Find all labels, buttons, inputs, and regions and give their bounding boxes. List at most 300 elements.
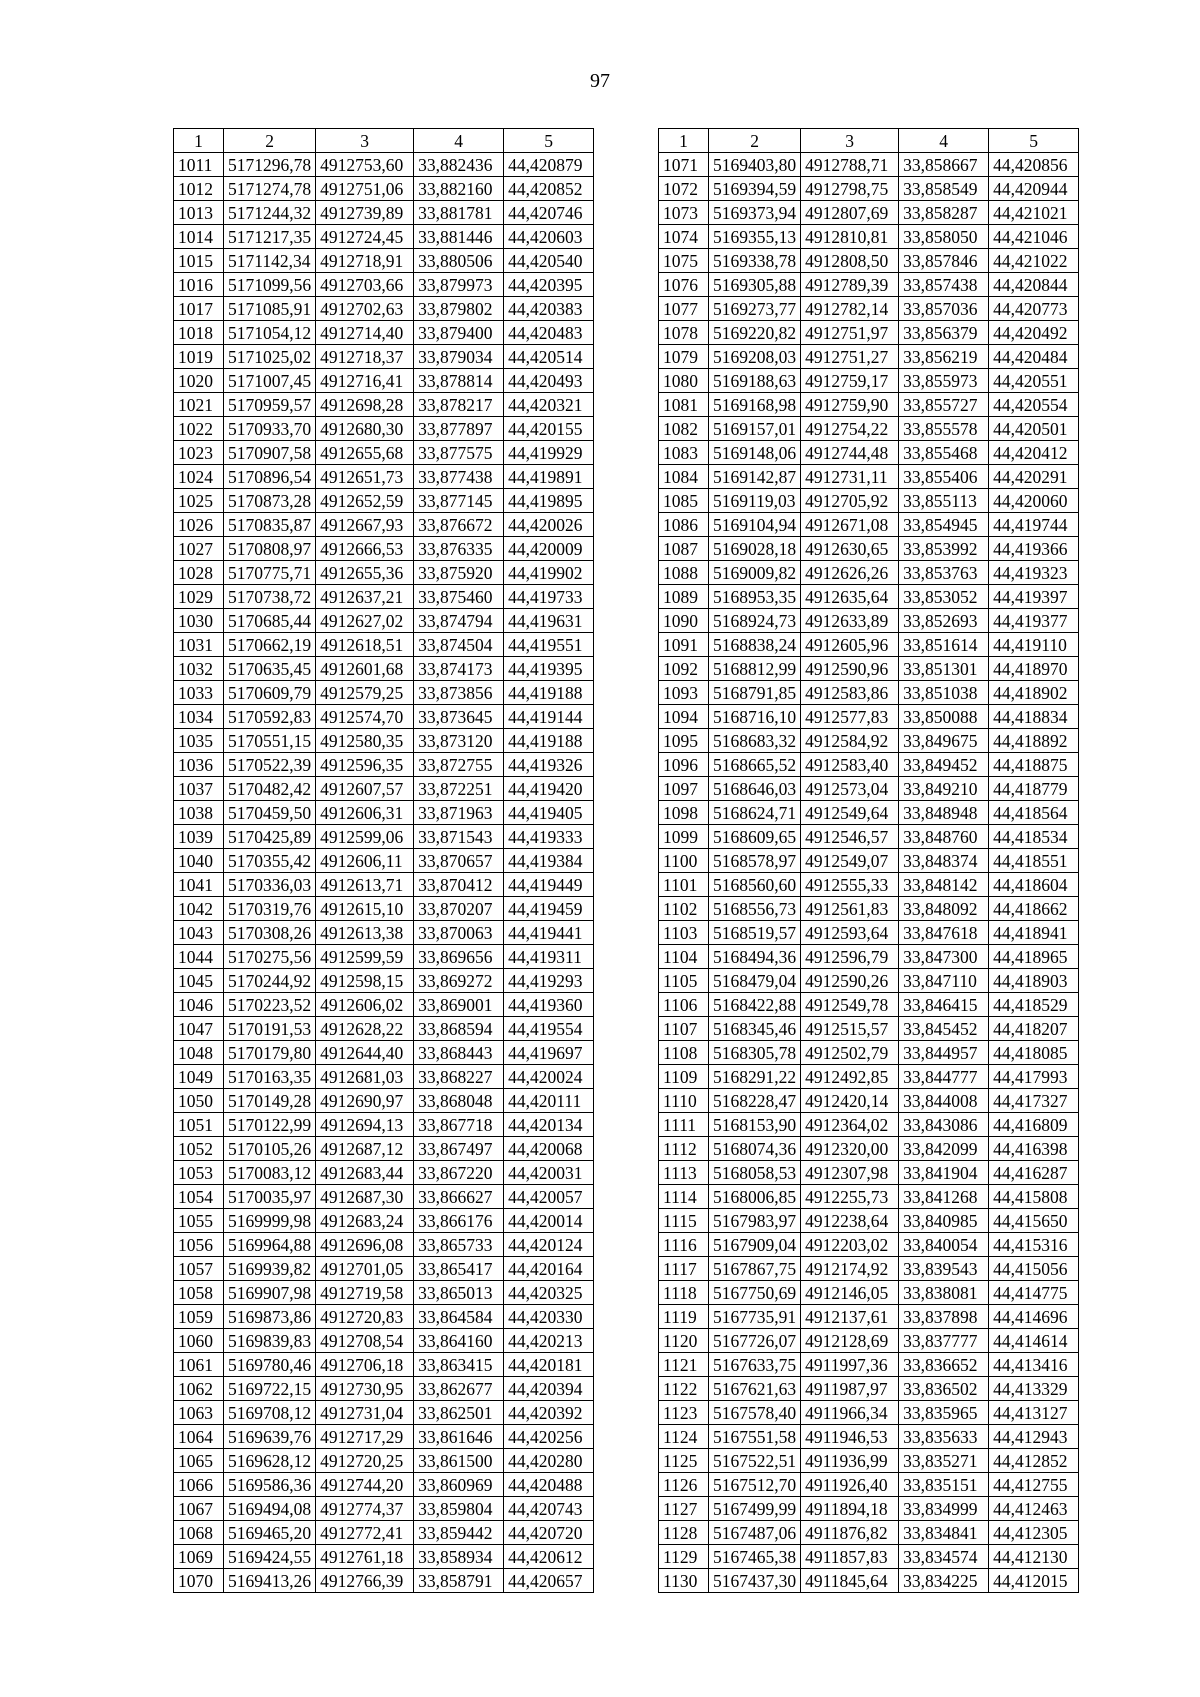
table-row	[659, 1425, 1079, 1449]
table-cell: 33,837898	[899, 1305, 989, 1329]
table-cell: 44,420024	[504, 1065, 594, 1089]
table-cell: 33,865733	[414, 1233, 504, 1257]
table-cell: 4912687,12	[316, 1137, 414, 1161]
table-cell: 1031	[174, 633, 224, 657]
table-cell: 4912590,96	[801, 657, 899, 681]
table-cell: 5168422,88	[709, 993, 801, 1017]
table-cell: 4912573,04	[801, 777, 899, 801]
table-cell: 33,848760	[899, 825, 989, 849]
table-cell: 44,418534	[989, 825, 1079, 849]
table-cell: 33,872251	[414, 777, 504, 801]
table-cell: 1095	[659, 729, 709, 753]
table-cell: 33,845452	[899, 1017, 989, 1041]
table-cell: 4912724,45	[316, 225, 414, 249]
table-cell: 4912744,48	[801, 441, 899, 465]
table-cell: 5168519,57	[709, 921, 801, 945]
table-cell: 1025	[174, 489, 224, 513]
table-cell: 4912798,75	[801, 177, 899, 201]
table-cell: 44,420603	[504, 225, 594, 249]
table-cell: 44,420540	[504, 249, 594, 273]
table-cell: 5170275,56	[224, 945, 316, 969]
table-cell: 1104	[659, 945, 709, 969]
table-cell: 44,420492	[989, 321, 1079, 345]
table-row	[659, 585, 1079, 609]
table-cell: 33,866176	[414, 1209, 504, 1233]
table-cell: 44,421022	[989, 249, 1079, 273]
table-cell: 4912671,08	[801, 513, 899, 537]
table-cell: 5169494,08	[224, 1497, 316, 1521]
table-cell: 44,420213	[504, 1329, 594, 1353]
table-row	[174, 1281, 594, 1305]
table-cell: 44,420856	[989, 153, 1079, 177]
table-cell: 33,870657	[414, 849, 504, 873]
column-header: 4	[414, 129, 504, 153]
table-cell: 33,839543	[899, 1257, 989, 1281]
table-cell: 33,876335	[414, 537, 504, 561]
table-cell: 44,419397	[989, 585, 1079, 609]
table-row	[659, 537, 1079, 561]
table-cell: 44,421046	[989, 225, 1079, 249]
table-cell: 33,858050	[899, 225, 989, 249]
table-row	[174, 1473, 594, 1497]
table-cell: 44,419405	[504, 801, 594, 825]
table-cell: 44,421021	[989, 201, 1079, 225]
table-cell: 44,412943	[989, 1425, 1079, 1449]
table-row	[659, 1233, 1079, 1257]
table-cell: 44,419326	[504, 753, 594, 777]
table-cell: 33,877575	[414, 441, 504, 465]
table-cell: 44,412852	[989, 1449, 1079, 1473]
table-cell: 1121	[659, 1353, 709, 1377]
header-row	[659, 129, 1079, 153]
table-cell: 33,846415	[899, 993, 989, 1017]
table-cell: 44,419377	[989, 609, 1079, 633]
page-number: 97	[590, 70, 610, 92]
table-cell: 4911946,53	[801, 1425, 899, 1449]
table-cell: 5168609,65	[709, 825, 801, 849]
table-cell: 1084	[659, 465, 709, 489]
header-row	[174, 129, 594, 153]
table-cell: 33,851038	[899, 681, 989, 705]
table-cell: 1061	[174, 1353, 224, 1377]
table-cell: 33,853052	[899, 585, 989, 609]
table-cell: 33,864584	[414, 1305, 504, 1329]
table-cell: 5169338,78	[709, 249, 801, 273]
table-cell: 4912706,18	[316, 1353, 414, 1377]
table-cell: 5168578,97	[709, 849, 801, 873]
table-cell: 33,849452	[899, 753, 989, 777]
table-cell: 33,879802	[414, 297, 504, 321]
table-cell: 44,419697	[504, 1041, 594, 1065]
table-cell: 4912502,79	[801, 1041, 899, 1065]
table-cell: 44,419733	[504, 585, 594, 609]
table-row	[659, 1281, 1079, 1305]
table-cell: 5168665,52	[709, 753, 801, 777]
table-cell: 44,420746	[504, 201, 594, 225]
table-cell: 1075	[659, 249, 709, 273]
table-cell: 33,867718	[414, 1113, 504, 1137]
table-cell: 1089	[659, 585, 709, 609]
table-row	[659, 777, 1079, 801]
table-row	[659, 225, 1079, 249]
table-cell: 44,418207	[989, 1017, 1079, 1041]
table-cell: 1096	[659, 753, 709, 777]
table-cell: 44,420501	[989, 417, 1079, 441]
table-cell: 1098	[659, 801, 709, 825]
table-cell: 5170896,54	[224, 465, 316, 489]
table-cell: 44,419188	[504, 729, 594, 753]
table-cell: 33,856379	[899, 321, 989, 345]
table-cell: 5167735,91	[709, 1305, 801, 1329]
table-cell: 1056	[174, 1233, 224, 1257]
table-row	[174, 825, 594, 849]
table-cell: 4912320,00	[801, 1137, 899, 1161]
table-cell: 4912702,63	[316, 297, 414, 321]
table-row	[659, 897, 1079, 921]
table-cell: 1119	[659, 1305, 709, 1329]
column-header: 2	[224, 129, 316, 153]
table-cell: 4912128,69	[801, 1329, 899, 1353]
table-cell: 33,861646	[414, 1425, 504, 1449]
table-cell: 1128	[659, 1521, 709, 1545]
table-row	[174, 897, 594, 921]
table-row	[174, 417, 594, 441]
table-row	[659, 849, 1079, 873]
table-cell: 33,875920	[414, 561, 504, 585]
table-cell: 33,873645	[414, 705, 504, 729]
table-cell: 5169586,36	[224, 1473, 316, 1497]
table-cell: 33,877897	[414, 417, 504, 441]
table-row	[174, 873, 594, 897]
table-cell: 44,420484	[989, 345, 1079, 369]
table-cell: 33,844008	[899, 1089, 989, 1113]
table-row	[174, 249, 594, 273]
table-cell: 4911966,34	[801, 1401, 899, 1425]
table-cell: 1113	[659, 1161, 709, 1185]
column-header: 1	[174, 129, 224, 153]
table-cell: 5170163,35	[224, 1065, 316, 1089]
table-cell: 44,419891	[504, 465, 594, 489]
table-cell: 5170105,26	[224, 1137, 316, 1161]
table-cell: 44,420009	[504, 537, 594, 561]
table-cell: 33,870412	[414, 873, 504, 897]
table-cell: 44,420164	[504, 1257, 594, 1281]
table-cell: 33,850088	[899, 705, 989, 729]
table-cell: 44,418970	[989, 657, 1079, 681]
table-cell: 33,848374	[899, 849, 989, 873]
table-cell: 4912739,89	[316, 201, 414, 225]
table-cell: 4912605,96	[801, 633, 899, 657]
table-cell: 1018	[174, 321, 224, 345]
table-cell: 1015	[174, 249, 224, 273]
table-cell: 33,834225	[899, 1569, 989, 1593]
table-cell: 4912546,57	[801, 825, 899, 849]
table-cell: 5167578,40	[709, 1401, 801, 1425]
table-row	[174, 1353, 594, 1377]
table-cell: 4912772,41	[316, 1521, 414, 1545]
table-cell: 4911845,64	[801, 1569, 899, 1593]
table-cell: 5170635,45	[224, 657, 316, 681]
table-cell: 1064	[174, 1425, 224, 1449]
table-cell: 1078	[659, 321, 709, 345]
table-row	[174, 1233, 594, 1257]
table-cell: 44,418941	[989, 921, 1079, 945]
table-row	[659, 1473, 1079, 1497]
table-cell: 4912307,98	[801, 1161, 899, 1185]
table-cell: 44,420392	[504, 1401, 594, 1425]
table-cell: 4912606,02	[316, 993, 414, 1017]
table-cell: 4912751,06	[316, 177, 414, 201]
table-cell: 1086	[659, 513, 709, 537]
table-cell: 33,849675	[899, 729, 989, 753]
table-cell: 5169119,03	[709, 489, 801, 513]
table-cell: 33,852693	[899, 609, 989, 633]
table-cell: 4912515,57	[801, 1017, 899, 1041]
table-cell: 33,868227	[414, 1065, 504, 1089]
table-cell: 5168058,53	[709, 1161, 801, 1185]
table-cell: 5168153,90	[709, 1113, 801, 1137]
table-cell: 33,858667	[899, 153, 989, 177]
table-cell: 1105	[659, 969, 709, 993]
table-cell: 1012	[174, 177, 224, 201]
table-row	[174, 393, 594, 417]
table-cell: 5170482,42	[224, 777, 316, 801]
table-cell: 33,878217	[414, 393, 504, 417]
table-cell: 44,420412	[989, 441, 1079, 465]
table-row	[659, 1305, 1079, 1329]
table-cell: 1027	[174, 537, 224, 561]
table-row	[659, 1353, 1079, 1377]
table-row	[174, 1329, 594, 1353]
table-cell: 5168953,35	[709, 585, 801, 609]
table-cell: 4912687,30	[316, 1185, 414, 1209]
table-row	[659, 1497, 1079, 1521]
table-cell: 44,420514	[504, 345, 594, 369]
table-cell: 5167465,38	[709, 1545, 801, 1569]
table-cell: 1038	[174, 801, 224, 825]
table-cell: 4912696,08	[316, 1233, 414, 1257]
table-cell: 5167909,04	[709, 1233, 801, 1257]
table-row	[659, 681, 1079, 705]
table-row	[174, 729, 594, 753]
table-cell: 4912630,65	[801, 537, 899, 561]
table-row	[174, 273, 594, 297]
table-cell: 1052	[174, 1137, 224, 1161]
table-cell: 44,418551	[989, 849, 1079, 873]
table-cell: 44,419360	[504, 993, 594, 1017]
table-cell: 33,875460	[414, 585, 504, 609]
table-cell: 4912555,33	[801, 873, 899, 897]
table-cell: 4912753,60	[316, 153, 414, 177]
table-cell: 33,855973	[899, 369, 989, 393]
table-cell: 4912720,25	[316, 1449, 414, 1473]
table-cell: 33,840054	[899, 1233, 989, 1257]
table-row	[174, 1497, 594, 1521]
table-cell: 1082	[659, 417, 709, 441]
table-cell: 4912626,26	[801, 561, 899, 585]
column-header: 3	[801, 129, 899, 153]
table-cell: 44,415056	[989, 1257, 1079, 1281]
table-cell: 44,417993	[989, 1065, 1079, 1089]
table-cell: 5167983,97	[709, 1209, 801, 1233]
table-cell: 4912810,81	[801, 225, 899, 249]
table-cell: 44,413416	[989, 1353, 1079, 1377]
table-cell: 5169873,86	[224, 1305, 316, 1329]
table-row	[174, 1113, 594, 1137]
table-cell: 4911857,83	[801, 1545, 899, 1569]
table-row	[659, 1521, 1079, 1545]
table-cell: 1043	[174, 921, 224, 945]
table-cell: 1021	[174, 393, 224, 417]
table-cell: 5171025,02	[224, 345, 316, 369]
table-cell: 1090	[659, 609, 709, 633]
table-cell: 33,879973	[414, 273, 504, 297]
table-cell: 1032	[174, 657, 224, 681]
table-cell: 4912146,05	[801, 1281, 899, 1305]
table-cell: 5171296,78	[224, 153, 316, 177]
table-cell: 4912774,37	[316, 1497, 414, 1521]
table-row	[659, 921, 1079, 945]
table-cell: 4912174,92	[801, 1257, 899, 1281]
table-cell: 44,412755	[989, 1473, 1079, 1497]
table-row	[659, 1329, 1079, 1353]
table-row	[174, 609, 594, 633]
table-cell: 44,420321	[504, 393, 594, 417]
table-cell: 44,419459	[504, 897, 594, 921]
table-cell: 33,834574	[899, 1545, 989, 1569]
table-cell: 4912651,73	[316, 465, 414, 489]
table-row	[174, 753, 594, 777]
table-cell: 33,853992	[899, 537, 989, 561]
table-cell: 33,871543	[414, 825, 504, 849]
table-cell: 5169424,55	[224, 1545, 316, 1569]
table-row	[659, 1089, 1079, 1113]
table-cell: 4912606,31	[316, 801, 414, 825]
table-cell: 1117	[659, 1257, 709, 1281]
table-cell: 4912761,18	[316, 1545, 414, 1569]
table-cell: 4912788,71	[801, 153, 899, 177]
table-cell: 1092	[659, 657, 709, 681]
table-cell: 1088	[659, 561, 709, 585]
table-row	[659, 753, 1079, 777]
table-cell: 44,419311	[504, 945, 594, 969]
table-cell: 4912628,22	[316, 1017, 414, 1041]
table-cell: 33,855578	[899, 417, 989, 441]
table-cell: 4912635,64	[801, 585, 899, 609]
table-cell: 33,840985	[899, 1209, 989, 1233]
table-row	[659, 321, 1079, 345]
table-cell: 1118	[659, 1281, 709, 1305]
table-cell: 44,419895	[504, 489, 594, 513]
table-cell: 1062	[174, 1377, 224, 1401]
table-cell: 44,420773	[989, 297, 1079, 321]
table-row	[659, 1257, 1079, 1281]
table-cell: 5169273,77	[709, 297, 801, 321]
table-cell: 4912730,95	[316, 1377, 414, 1401]
table-cell: 5170244,92	[224, 969, 316, 993]
table-cell: 1030	[174, 609, 224, 633]
table-cell: 4912579,25	[316, 681, 414, 705]
table-cell: 33,835633	[899, 1425, 989, 1449]
table-cell: 4912584,92	[801, 729, 899, 753]
table-cell: 33,837777	[899, 1329, 989, 1353]
table-cell: 5168924,73	[709, 609, 801, 633]
table-cell: 5169220,82	[709, 321, 801, 345]
table-cell: 1042	[174, 897, 224, 921]
table-cell: 33,864160	[414, 1329, 504, 1353]
table-cell: 4912694,13	[316, 1113, 414, 1137]
table-cell: 33,874794	[414, 609, 504, 633]
table-cell: 44,420155	[504, 417, 594, 441]
table-cell: 33,874504	[414, 633, 504, 657]
table-cell: 33,861500	[414, 1449, 504, 1473]
table-row	[174, 969, 594, 993]
table-cell: 4912744,20	[316, 1473, 414, 1497]
table-cell: 33,873856	[414, 681, 504, 705]
table-cell: 44,419631	[504, 609, 594, 633]
table-cell: 5170775,71	[224, 561, 316, 585]
table-cell: 5168683,32	[709, 729, 801, 753]
table-cell: 33,835271	[899, 1449, 989, 1473]
coordinates-table-left	[173, 128, 594, 1593]
table-cell: 33,872755	[414, 753, 504, 777]
column-header: 3	[316, 129, 414, 153]
table-cell: 33,848948	[899, 801, 989, 825]
table-row	[174, 1209, 594, 1233]
table-row	[174, 465, 594, 489]
table-cell: 4912420,14	[801, 1089, 899, 1113]
table-cell: 33,877438	[414, 465, 504, 489]
table-row	[659, 369, 1079, 393]
table-cell: 5168646,03	[709, 777, 801, 801]
table-row	[659, 993, 1079, 1017]
table-cell: 33,847300	[899, 945, 989, 969]
table-cell: 1129	[659, 1545, 709, 1569]
table-cell: 1017	[174, 297, 224, 321]
table-row	[174, 1305, 594, 1329]
table-cell: 44,420026	[504, 513, 594, 537]
table-cell: 1083	[659, 441, 709, 465]
table-cell: 1123	[659, 1401, 709, 1425]
table-cell: 44,418875	[989, 753, 1079, 777]
table-cell: 1093	[659, 681, 709, 705]
table-cell: 33,882436	[414, 153, 504, 177]
table-cell: 5170191,53	[224, 1017, 316, 1041]
table-cell: 33,851614	[899, 633, 989, 657]
table-cell: 33,855406	[899, 465, 989, 489]
table-cell: 1045	[174, 969, 224, 993]
table-row	[174, 513, 594, 537]
table-cell: 1020	[174, 369, 224, 393]
table-cell: 5169403,80	[709, 153, 801, 177]
table-cell: 1094	[659, 705, 709, 729]
table-cell: 5170083,12	[224, 1161, 316, 1185]
table-row	[659, 1449, 1079, 1473]
table-cell: 5170959,57	[224, 393, 316, 417]
table-cell: 33,844957	[899, 1041, 989, 1065]
table-row	[659, 465, 1079, 489]
table-cell: 4912644,40	[316, 1041, 414, 1065]
table-cell: 4912599,06	[316, 825, 414, 849]
table-cell: 1050	[174, 1089, 224, 1113]
table-cell: 44,420844	[989, 273, 1079, 297]
table-cell: 1066	[174, 1473, 224, 1497]
table-cell: 33,868048	[414, 1089, 504, 1113]
table-cell: 5170179,80	[224, 1041, 316, 1065]
table-cell: 5171244,32	[224, 201, 316, 225]
table-cell: 4912681,03	[316, 1065, 414, 1089]
table-cell: 5169394,59	[709, 177, 801, 201]
